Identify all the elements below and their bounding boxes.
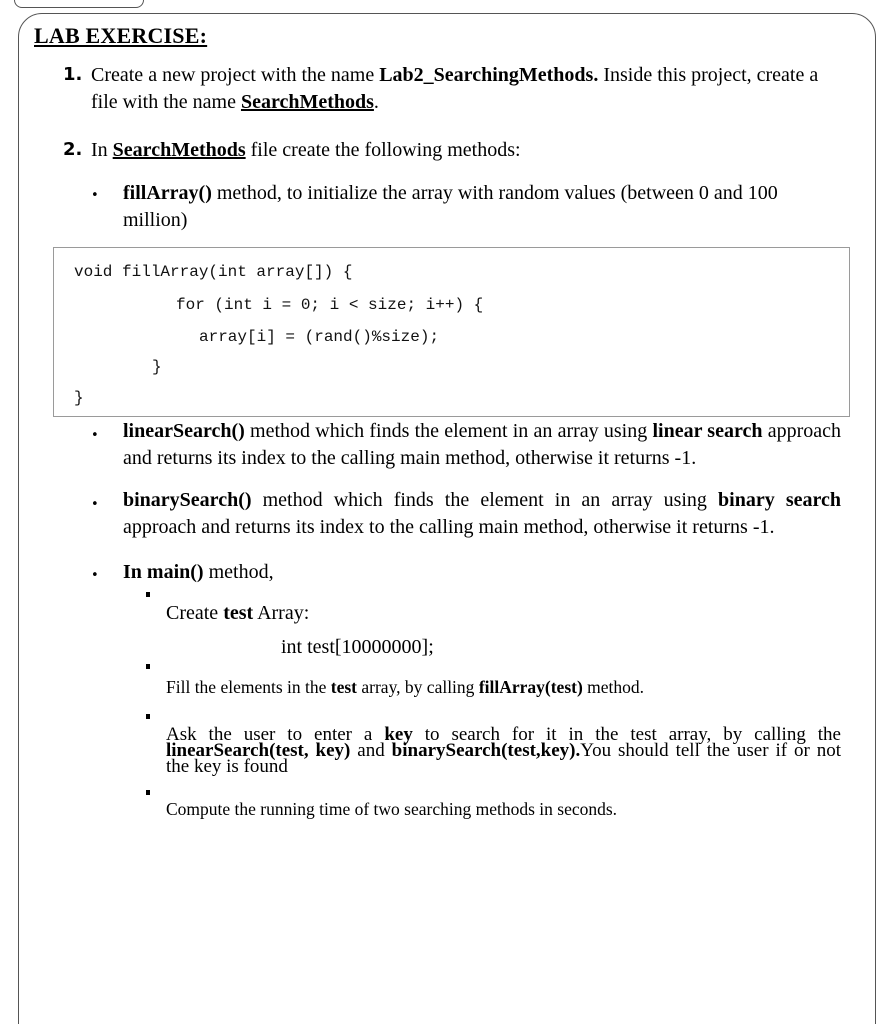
fill-array-name: fillArray() xyxy=(123,182,212,204)
step-1-text-b: Inside this project, create a file with the name xyxy=(91,64,819,113)
step-2-file-name: SearchMethods xyxy=(112,139,246,161)
sub-fill-bold-a: test xyxy=(330,677,357,697)
project-name: Lab2_SearchingMethods. xyxy=(379,64,599,86)
step-2-text-a: In xyxy=(91,139,113,161)
file-name: SearchMethods xyxy=(240,91,374,113)
bullet-linear-icon: • xyxy=(91,428,99,443)
square-bullet-icon xyxy=(146,790,150,795)
sub-ask-d: You should tell the user if or not the key is found xyxy=(166,740,842,777)
sub-ask-a: Ask the user to enter a xyxy=(166,724,385,745)
code-line-3: array[i] = (rand()%size); xyxy=(199,328,440,346)
binary-search-desc-b: approach and returns its index to the calling main method, otherwise it returns -1. xyxy=(123,516,775,538)
code-line-2: for (int i = 0; i < size; i++) { xyxy=(176,296,484,314)
bullet-fill-icon: • xyxy=(91,188,99,203)
sub-create-code: int test[10000000]; xyxy=(281,636,434,658)
sub-fill-c: method. xyxy=(582,677,645,697)
sub-create-a: Create xyxy=(166,602,224,624)
linear-search-desc-a: method which finds the element in an array using xyxy=(244,420,653,442)
binary-search-desc-a: method which finds the element in an array using xyxy=(251,489,719,511)
bullet-binary-icon: • xyxy=(91,497,99,512)
binary-search-name: binarySearch() xyxy=(123,489,252,511)
sub-create-text xyxy=(166,600,309,627)
square-bullet-icon xyxy=(146,592,150,597)
binary-search-emph: binary search xyxy=(718,489,841,511)
sub-ask-text xyxy=(166,724,842,777)
bullet-binary-text xyxy=(123,487,841,541)
fill-array-desc: method, to initialize the array with random values (between 0 and 100 million) xyxy=(123,182,778,231)
step-2-text xyxy=(91,137,841,164)
code-line-5: } xyxy=(74,389,84,407)
sub-ask-bold-a: key xyxy=(384,724,413,745)
step-2-number: 2. xyxy=(63,139,83,160)
bullet-main-icon: • xyxy=(91,568,99,583)
square-bullet-icon xyxy=(146,664,150,669)
linear-search-emph: linear search xyxy=(652,420,763,442)
code-line-4: } xyxy=(152,358,162,376)
sub-ask-bold-b: linearSearch(test, key) xyxy=(166,740,351,761)
sub-fill-bold-b: fillArray(test) xyxy=(478,677,583,697)
bullet-linear-text xyxy=(123,418,841,472)
step-1-text-a: Create a new project with the name xyxy=(91,64,380,86)
sub-create-bold: test xyxy=(223,602,254,624)
sub-ask-bold-c: binarySearch(test,key). xyxy=(391,740,581,761)
step-1-number: 1. xyxy=(63,64,83,85)
sub-fill-a: Fill the elements in the xyxy=(166,677,331,697)
sub-fill-b: array, by calling xyxy=(357,677,479,697)
linear-search-desc-b: approach and returns its index to the calling main method, otherwise it returns -1. xyxy=(123,420,841,469)
square-bullet-icon xyxy=(146,714,150,719)
sub-create-b: Array: xyxy=(253,602,310,624)
bullet-fill-text xyxy=(123,180,823,234)
linear-search-name: linearSearch() xyxy=(123,420,245,442)
bullet-main-text xyxy=(123,559,274,586)
tab-stub-decoration xyxy=(14,0,144,8)
main-method-name: In main() xyxy=(123,561,204,583)
code-line-1: void fillArray(int array[]) { xyxy=(74,263,353,281)
lab-exercise-heading: LAB EXERCISE: xyxy=(34,23,208,48)
sub-compute-text: Compute the running time of two searching methods in seconds. xyxy=(166,799,618,819)
step-2-text-b: file create the following methods: xyxy=(245,139,521,161)
sub-ask-c: and xyxy=(350,740,392,761)
step-1-text xyxy=(91,62,841,116)
sub-ask-b: to search for it in the test array, by calling the xyxy=(412,724,841,745)
main-method-desc: method, xyxy=(203,561,274,583)
step-1-text-c: . xyxy=(373,91,379,113)
sub-fill-text xyxy=(166,677,644,698)
